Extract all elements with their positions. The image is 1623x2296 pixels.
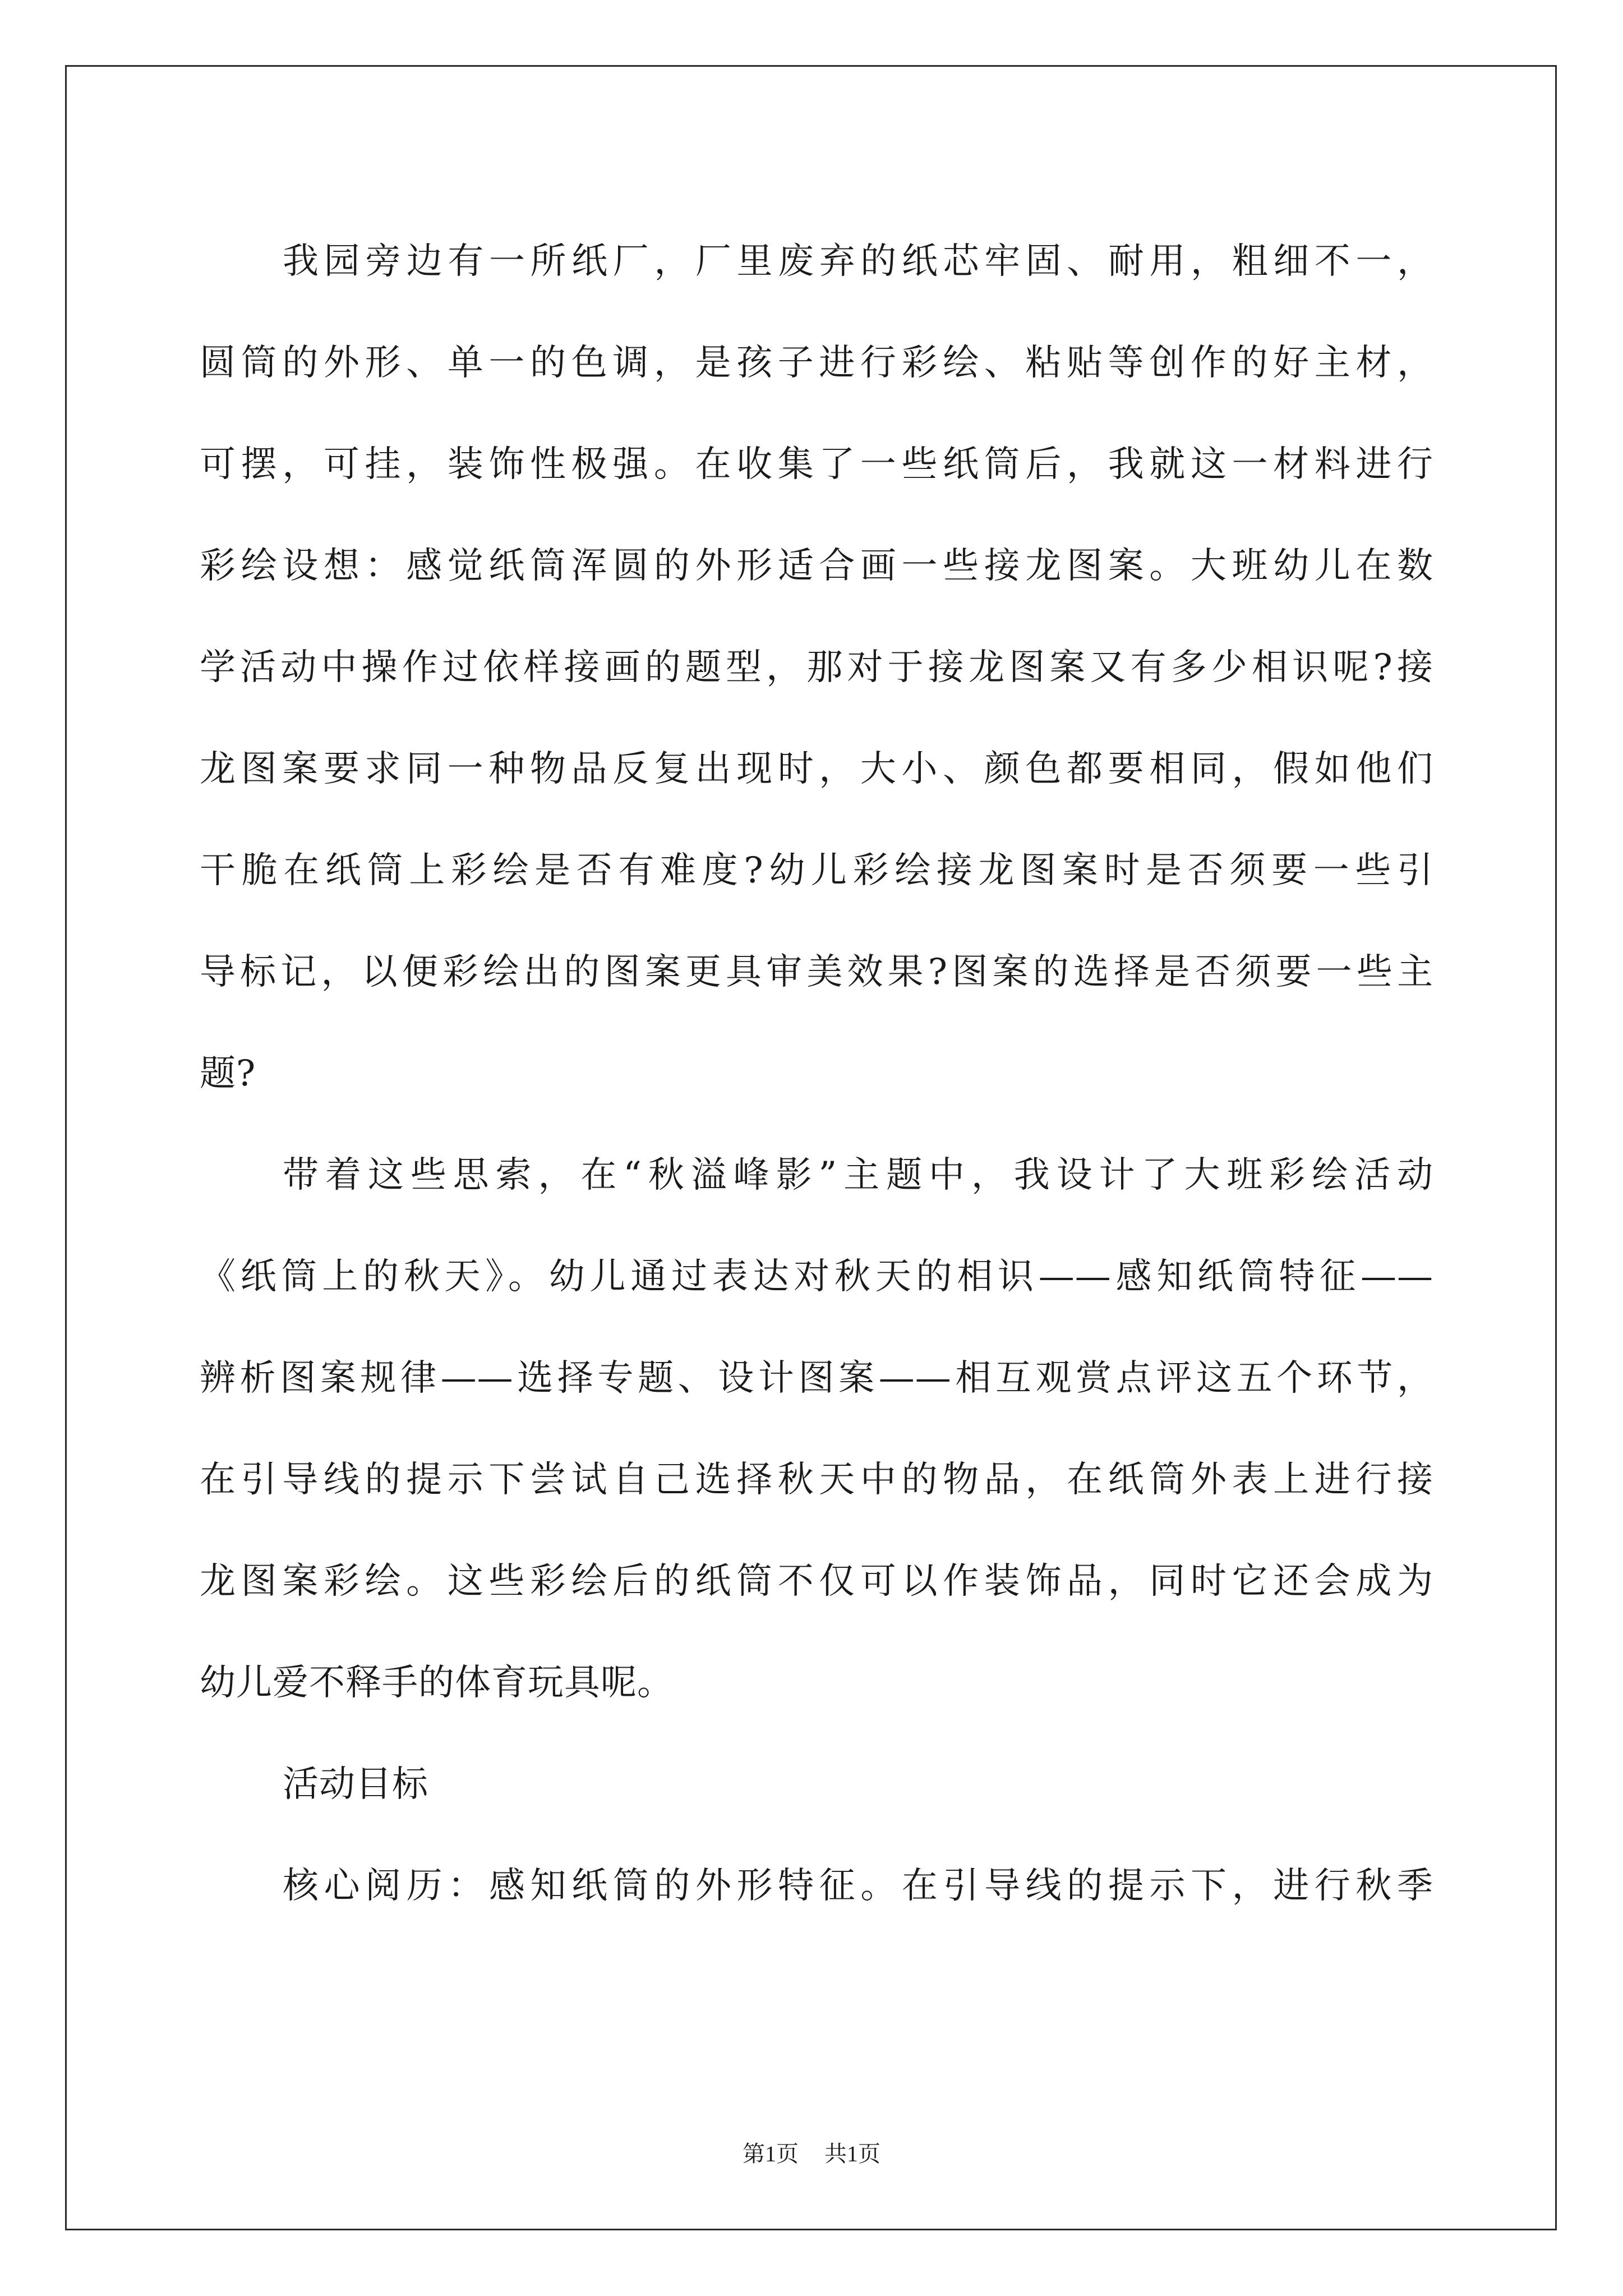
text-line: 学活动中操作过依样接画的题型，那对于接龙图案又有多少相识呢?接 bbox=[200, 647, 1433, 688]
text-line: 我园旁边有一所纸厂，厂里废弃的纸芯牢固、耐用，粗细不一， bbox=[283, 241, 1433, 282]
text-line: 幼儿爱不释手的体育玩具呢。 bbox=[200, 1662, 674, 1704]
document-body bbox=[200, 211, 1433, 1937]
text-line: 导标记，以便彩绘出的图案更具审美效果?图案的选择是否须要一些主 bbox=[200, 951, 1433, 993]
text-line: 活动目标 bbox=[283, 1764, 428, 1805]
text-line: 干脆在纸筒上彩绘是否有难度?幼儿彩绘接龙图案时是否须要一些引 bbox=[200, 850, 1433, 891]
page-footer bbox=[0, 2136, 1623, 2168]
text-line: 彩绘设想：感觉纸筒浑圆的外形适合画一些接龙图案。大班幼儿在数 bbox=[200, 545, 1433, 587]
text-line: 可摆，可挂，装饰性极强。在收集了一些纸筒后，我就这一材料进行 bbox=[200, 444, 1433, 485]
text-line: 在引导线的提示下尝试自己选择秋天中的物品，在纸筒外表上进行接 bbox=[200, 1459, 1433, 1501]
text-line: 《纸筒上的秋天》。幼儿通过表达对秋天的相识——感知纸筒特征—— bbox=[200, 1256, 1433, 1297]
text-line: 带着这些思索，在“秋溢峰影”主题中，我设计了大班彩绘活动 bbox=[283, 1154, 1433, 1196]
text-line: 题? bbox=[200, 1053, 256, 1094]
page-total: 共1页 bbox=[824, 2141, 880, 2166]
text-line: 辨析图案规律——选择专题、设计图案——相互观赏点评这五个环节， bbox=[200, 1358, 1433, 1399]
text-line: 圆筒的外形、单一的色调，是孩子进行彩绘、粘贴等创作的好主材， bbox=[200, 342, 1433, 384]
text-line: 核心阅历：感知纸筒的外形特征。在引导线的提示下，进行秋季 bbox=[283, 1865, 1433, 1907]
page-number: 第1页 bbox=[743, 2141, 799, 2166]
text-line: 龙图案要求同一种物品反复出现时，大小、颜色都要相同，假如他们 bbox=[200, 748, 1433, 790]
text-line: 龙图案彩绘。这些彩绘后的纸筒不仅可以作装饰品，同时它还会成为 bbox=[200, 1561, 1433, 1602]
